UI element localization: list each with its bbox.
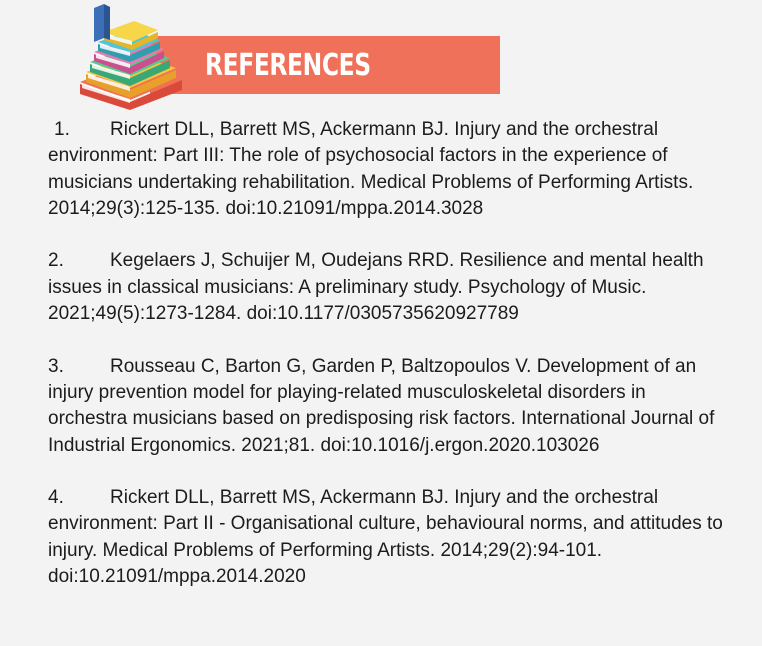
reference-item <box>48 485 728 590</box>
reference-number: 4. <box>48 487 64 509</box>
reference-text: Kegelaers J, Schuijer M, Oudejans RRD. Resilience and mental health issues in classical musicians: A preliminary study. Psychology of Music. 2021;49(5):1273-1284. doi:10.1177/0305735620927789 <box>48 250 704 325</box>
reference-number: 1. <box>54 119 70 140</box>
stacked-books-icon <box>74 4 186 110</box>
reference-item <box>48 117 728 222</box>
reference-item <box>48 248 728 327</box>
reference-number: 2. <box>48 250 64 272</box>
reference-list <box>48 117 728 617</box>
reference-number: 3. <box>48 355 64 377</box>
reference-text: Rickert DLL, Barrett MS, Ackermann BJ. Injury and the orchestral environment: Part II - Organisational culture, behavioural norms, and attitudes to injury. Medical Problems of Performing Artists. 2014;29(2):94-101. doi:10.21091/mppa.2014.2020 <box>48 487 723 588</box>
reference-text: Rousseau C, Barton G, Garden P, Baltzopoulos V. Development of an injury prevention model for playing-related musculoskeletal disorders in orchestra musicians based on predisposing risk factors. International Journal of Industrial Ergonomics. 2021;81. doi:10.1016/j.ergon.2020.103026 <box>48 355 715 456</box>
reference-text: Rickert DLL, Barrett MS, Ackermann BJ. Injury and the orchestral environment: Part III: The role of psychosocial factors in the experience of musicians undertaking rehabilitation. Medical Problems of Performing Artists. 2014;29(3):125-135. doi:10.21091/mppa.2014.3028 <box>48 119 694 219</box>
reference-item <box>48 354 728 459</box>
page-title: REFERENCES <box>205 48 371 83</box>
